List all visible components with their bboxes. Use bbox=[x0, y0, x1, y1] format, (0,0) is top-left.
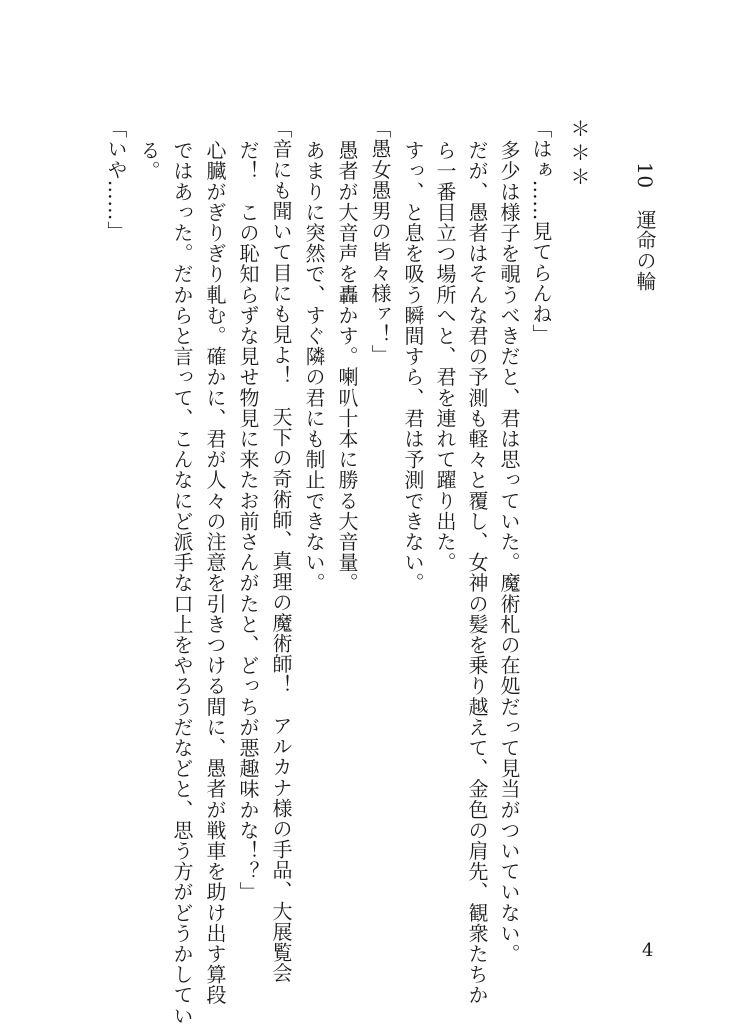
text-line-5: すっ、と息を吸う瞬間すら、君は予測できない。 bbox=[401, 140, 425, 594]
text-line-3: だが、愚者はそんな君の予測も軽々と覆し、女神の髪を乗り越えて、金色の肩先、観衆たちか bbox=[465, 140, 489, 1006]
text-line-12: ではあった。だからと言って、こんなにど派手な口上をやろうだなどと、思う方がどうかしてい bbox=[170, 140, 194, 1026]
text-line-11: 心臓がぎりぎり軋む。確かに、君が人々の注意を引きつける間に、愚者が戦車を助け出す算段 bbox=[203, 140, 227, 1006]
scene-separator: ＊＊＊ bbox=[567, 118, 591, 190]
chapter-title: 10 運命の輪 bbox=[633, 162, 657, 292]
text-line-10: だ！ この恥知らずな見せ物見に来たお前さんがたと、どっちが悪趣味かな！？」 bbox=[236, 140, 260, 903]
page-number: 4 bbox=[642, 940, 654, 961]
text-line-13: る。 bbox=[137, 140, 161, 182]
text-line-2: 多少は様子を覗うべきだと、君は思っていた。魔術札の在処だって見当がついていない。 bbox=[497, 140, 521, 964]
text-line-9: 「音にも聞いて目にも見よ！ 天下の奇術師、真理の魔術師！ アルカナ様の手品、大展覧会 bbox=[269, 118, 293, 984]
text-line-8: あまりに突然で、すぐ隣の君にも制止できない。 bbox=[302, 140, 326, 594]
text-line-1: 「はぁ……見てらんね」 bbox=[529, 118, 553, 345]
text-line-7: 愚者が大音声を轟かす。喇叭十本に勝る大音量。 bbox=[335, 140, 359, 594]
text-line-6: 「愚女愚男の皆々様ァ！」 bbox=[368, 118, 392, 366]
text-line-14: 「いや……」 bbox=[104, 118, 128, 242]
text-line-4: ら一番目立つ場所へと、君を連れて躍り出た。 bbox=[433, 140, 457, 573]
